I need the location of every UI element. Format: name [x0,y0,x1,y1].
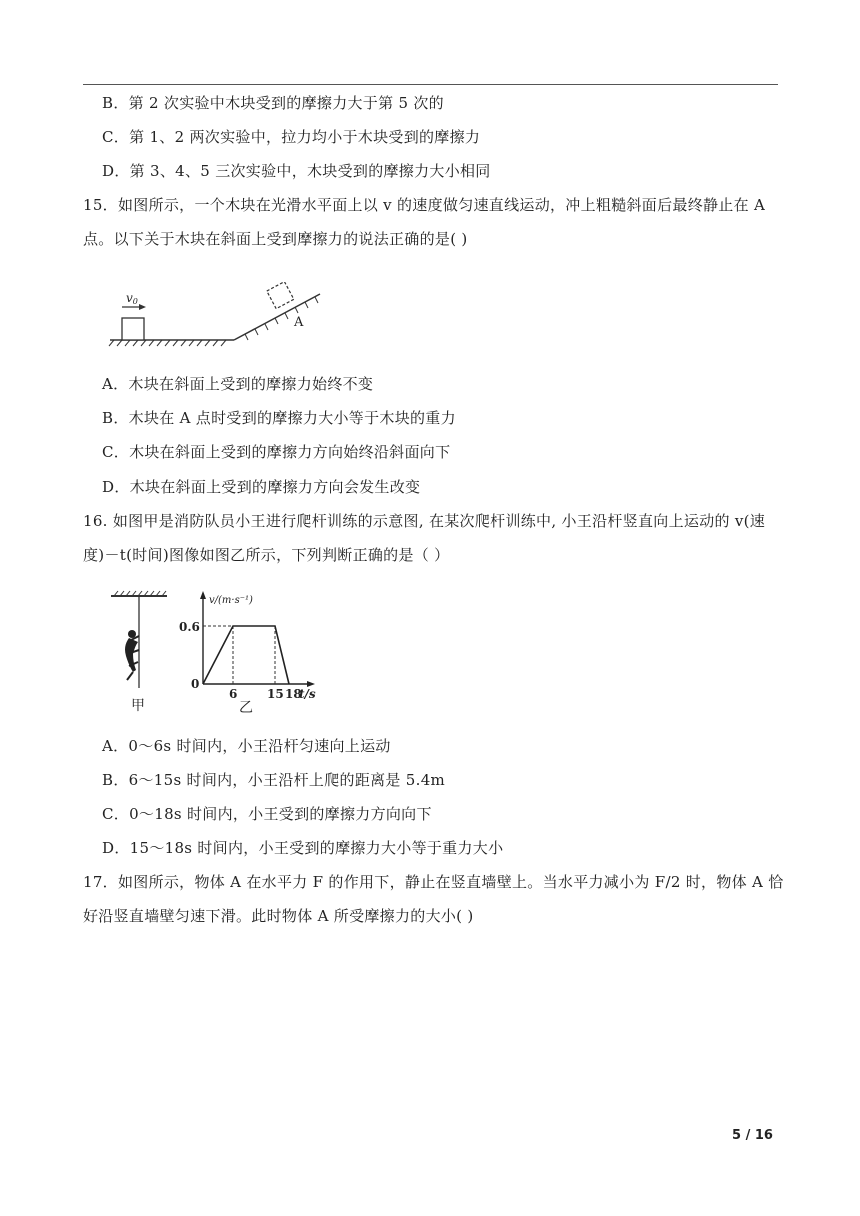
climber-diagram [111,591,167,714]
q16-option-a: A．0～6s 时间内，小王沿杆匀速向上运动 [102,737,391,755]
q15-point-label: A [294,315,304,330]
q14-option-b: B．第 2 次实验中木块受到的摩擦力大于第 5 次的 [102,94,444,112]
velocity-curve [203,626,289,684]
q16-stem-line2: 度)－t(时间)图像如图乙所示，下列判断正确的是（ ） [83,546,450,564]
q14-option-c: C．第 1、2 两次实验中，拉力均小于木块受到的摩擦力 [102,128,481,146]
q16-stem-line1: 16. 如图甲是消防队员小王进行爬杆训练的示意图, 在某次爬杆训练中, 小王沿杆竖直向上运动的 v(速 [83,512,766,530]
x-tick-18: 18 [285,687,302,701]
q14-option-d: D．第 3、4、5 三次实验中，木块受到的摩擦力大小相同 [102,162,491,180]
q16-option-d: D．15～18s 时间内，小王受到的摩擦力大小等于重力大小 [102,839,504,857]
q15-stem-line1: 15．如图所示，一个木块在光滑水平面上以 v 的速度做匀速直线运动，冲上粗糙斜面后最终静止在 A [83,196,766,214]
q15-incline-figure [100,282,330,352]
q15-stem-line2: 点。以下关于木块在斜面上受到摩擦力的说法正确的是( ) [83,230,468,248]
q15-block [122,318,144,340]
q17-stem-line2: 好沿竖直墙壁匀速下滑。此时物体 A 所受摩擦力的大小( ) [83,907,474,925]
q16-option-c: C．0～18s 时间内，小王受到的摩擦力方向向下 [102,805,432,823]
q17-stem-line1: 17．如图所示，物体 A 在水平力 F 的作用下，静止在竖直墙壁上。当水平力减小为 F/2 时，物体 A 恰 [83,873,784,891]
page-number: 5 / 16 [732,1128,773,1143]
vt-graph [179,591,316,716]
q15-option-a: A．木块在斜面上受到的摩擦力始终不变 [102,375,374,393]
q15-dashed-block [267,282,294,309]
q15-velocity-label: v0 [126,291,138,306]
q15-option-d: D．木块在斜面上受到的摩擦力方向会发生改变 [102,478,421,496]
label-jia: 甲 [131,698,145,714]
x-axis-label: t/s [299,687,316,701]
origin-label: 0 [191,677,200,691]
q15-option-c: C．木块在斜面上受到的摩擦力方向始终沿斜面向下 [102,443,451,461]
q16-figure [105,588,335,716]
x-tick-6: 6 [229,687,238,701]
label-yi: 乙 [239,700,253,716]
q15-option-b: B．木块在 A 点时受到的摩擦力大小等于木块的重力 [102,409,456,427]
x-tick-15: 15 [267,687,284,701]
header-rule [83,84,778,85]
y-axis-label: v/(m·s⁻¹) [209,595,253,606]
y-tick-06: 0.6 [179,620,200,634]
q16-option-b: B．6～15s 时间内，小王沿杆上爬的距离是 5.4m [102,771,446,789]
